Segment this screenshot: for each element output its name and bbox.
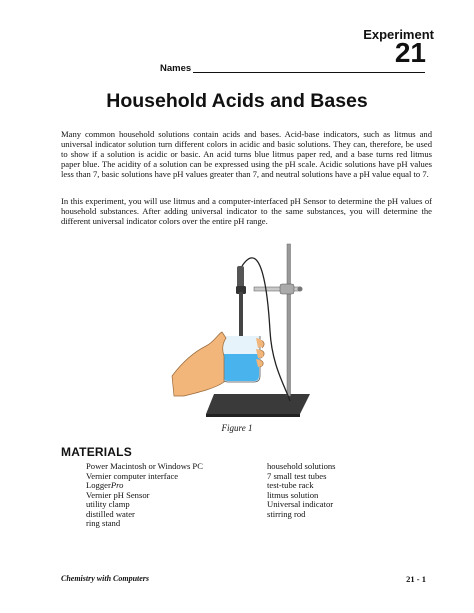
experiment-label: Experiment [363, 27, 434, 42]
material-item: stirring rod [267, 508, 306, 519]
hand [172, 332, 226, 396]
document-title: Household Acids and Bases [106, 90, 368, 112]
material-item: litmus solution [267, 489, 319, 500]
material-item: Universal indicator [267, 499, 334, 509]
footer-page-number: 21 - 1 [406, 574, 426, 584]
ring-stand-rod [287, 244, 291, 396]
material-item: distilled water [86, 508, 135, 519]
material-item: 7 small test tubes [267, 470, 327, 481]
footer-book-title: Chemistry with Computers [61, 574, 150, 583]
material-item: ring stand [86, 518, 121, 528]
materials-heading: MATERIALS [61, 445, 132, 459]
intro-paragraph-2: In this experiment, you will use litmus and a computer-interfaced pH Sensor to determine the pH values of household substances. After adding universal indicator to the same substances, you will determine the different universal indicator colors over the entire pH range. [61, 196, 432, 226]
material-item: Vernier pH Sensor [86, 489, 150, 500]
material-logger-text: Logger [86, 480, 111, 490]
material-logger-pro-suffix: Pro [110, 480, 124, 490]
figure-ph-apparatus [170, 236, 320, 423]
names-label: Names [160, 63, 192, 74]
material-item: utility clamp [86, 499, 130, 509]
material-item: test-tube rack [267, 480, 314, 490]
intro-paragraph-1: Many common household solutions contain acids and bases. Acid-base indicators, such as litmus and universal indicator solution turn different colors in acidic and basic solutions. They can, therefore, be used to show if a solution is acidic or basic. An acid turns blue litmus paper red, and a base turns red litmus paper blue. The acidity of a solution can be expressed using the pH scale. Acidic solutions have pH values less than 7, basic solutions have pH values greater than 7, and neutral solutions have a pH value equal to 7. [61, 129, 432, 179]
beaker-liquid [223, 354, 259, 381]
materials-column-1 [86, 462, 266, 529]
ring-stand-base [206, 394, 310, 414]
material-item: household solutions [267, 461, 336, 471]
material-item: Vernier computer interface [86, 470, 179, 481]
materials-column-2 [267, 462, 417, 519]
experiment-number: 21 [394, 37, 426, 68]
material-item: Power Macintosh or Windows PC [86, 461, 203, 471]
figure-caption: Figure 1 [221, 423, 253, 433]
names-blank-line[interactable] [193, 72, 425, 73]
